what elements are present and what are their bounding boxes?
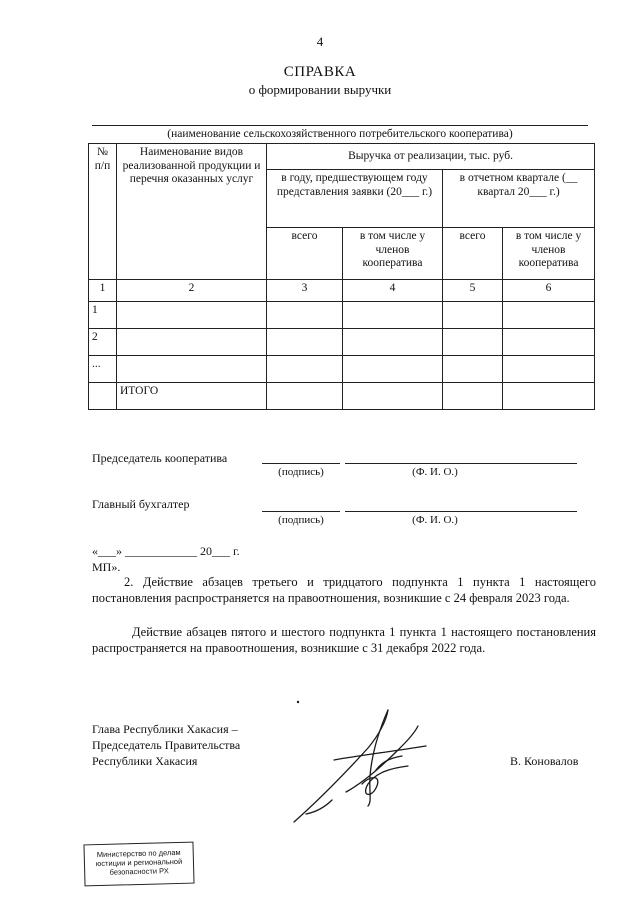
header-reporting-quarter: в отчетном квартале (__ квартал 20___ г.) [443,170,595,228]
fio-caption: (Ф. И. О.) [412,466,458,478]
row-number: 1 [89,302,117,329]
fio-caption: (Ф. И. О.) [412,514,458,526]
column-number: 5 [443,280,503,302]
document-subtitle: о формировании выручки [248,82,392,97]
seal-place: МП». [92,560,121,574]
total-label: ИТОГО [117,383,267,410]
column-number: 1 [89,280,117,302]
header-total-year: всего [267,228,343,280]
cooperative-name-line [92,125,588,126]
accountant-name-line [345,511,577,512]
revenue-table [88,143,595,410]
accountant-signature-line [262,511,340,512]
signature-caption: (подпись) [278,514,324,526]
column-number: 2 [117,280,267,302]
header-members-quarter: в том числе у членов кооператива [503,228,595,280]
ministry-stamp: Министерство по делам юстиции и региональной безопасности РХ [83,842,194,887]
head-name: В. Коновалов [510,754,579,768]
accountant-label: Главный бухгалтер [92,497,190,511]
total-row [89,383,595,410]
chairman-label: Председатель кооператива [92,451,228,465]
paragraph-effective-feb: 2. Действие абзацев третьего и тридцатого подпункта 1 пункта 1 настоящего постановления распространяется на правоотношения, возникшие с 24 февраля 2023 года. [92,575,596,605]
document-title: СПРАВКА [283,64,357,80]
date-line: «___» ____________ 20___ г. [92,544,240,558]
header-number: № п/п [89,144,117,280]
table-row [89,356,595,383]
handwritten-signature [276,700,446,830]
chairman-name-line [345,463,577,464]
head-title-line3: Республики Хакасия [92,754,198,768]
column-number: 4 [343,280,443,302]
row-number: ... [89,356,117,383]
row-number: 2 [89,329,117,356]
header-members-year: в том числе у членов кооператива [343,228,443,280]
cooperative-name-caption: (наименование сельскохозяйственного потребительского кооператива) [167,128,513,140]
column-number-row [89,280,595,302]
chairman-signature-line [262,463,340,464]
header-revenue: Выручка от реализации, тыс. руб. [267,144,595,170]
header-previous-year: в году, предшествующем году представления заявки (20___ г.) [267,170,443,228]
head-title-line2: Председатель Правительства [92,738,241,752]
table-row [89,302,595,329]
header-product-name: Наименование видов реализованной продукции и перечня оказанных услуг [117,144,267,280]
page-number: 4 [316,34,324,49]
table-row [89,329,595,356]
header-total-quarter: всего [443,228,503,280]
column-number: 3 [267,280,343,302]
head-title-line1: Глава Республики Хакасия – [92,722,238,736]
column-number: 6 [503,280,595,302]
signature-caption: (подпись) [278,466,324,478]
paragraph-effective-dec: Действие абзацев пятого и шестого подпункта 1 пункта 1 настоящего постановления распространяется на правоотношения, возникшие с 31 декабря 2022 года. [92,625,596,655]
